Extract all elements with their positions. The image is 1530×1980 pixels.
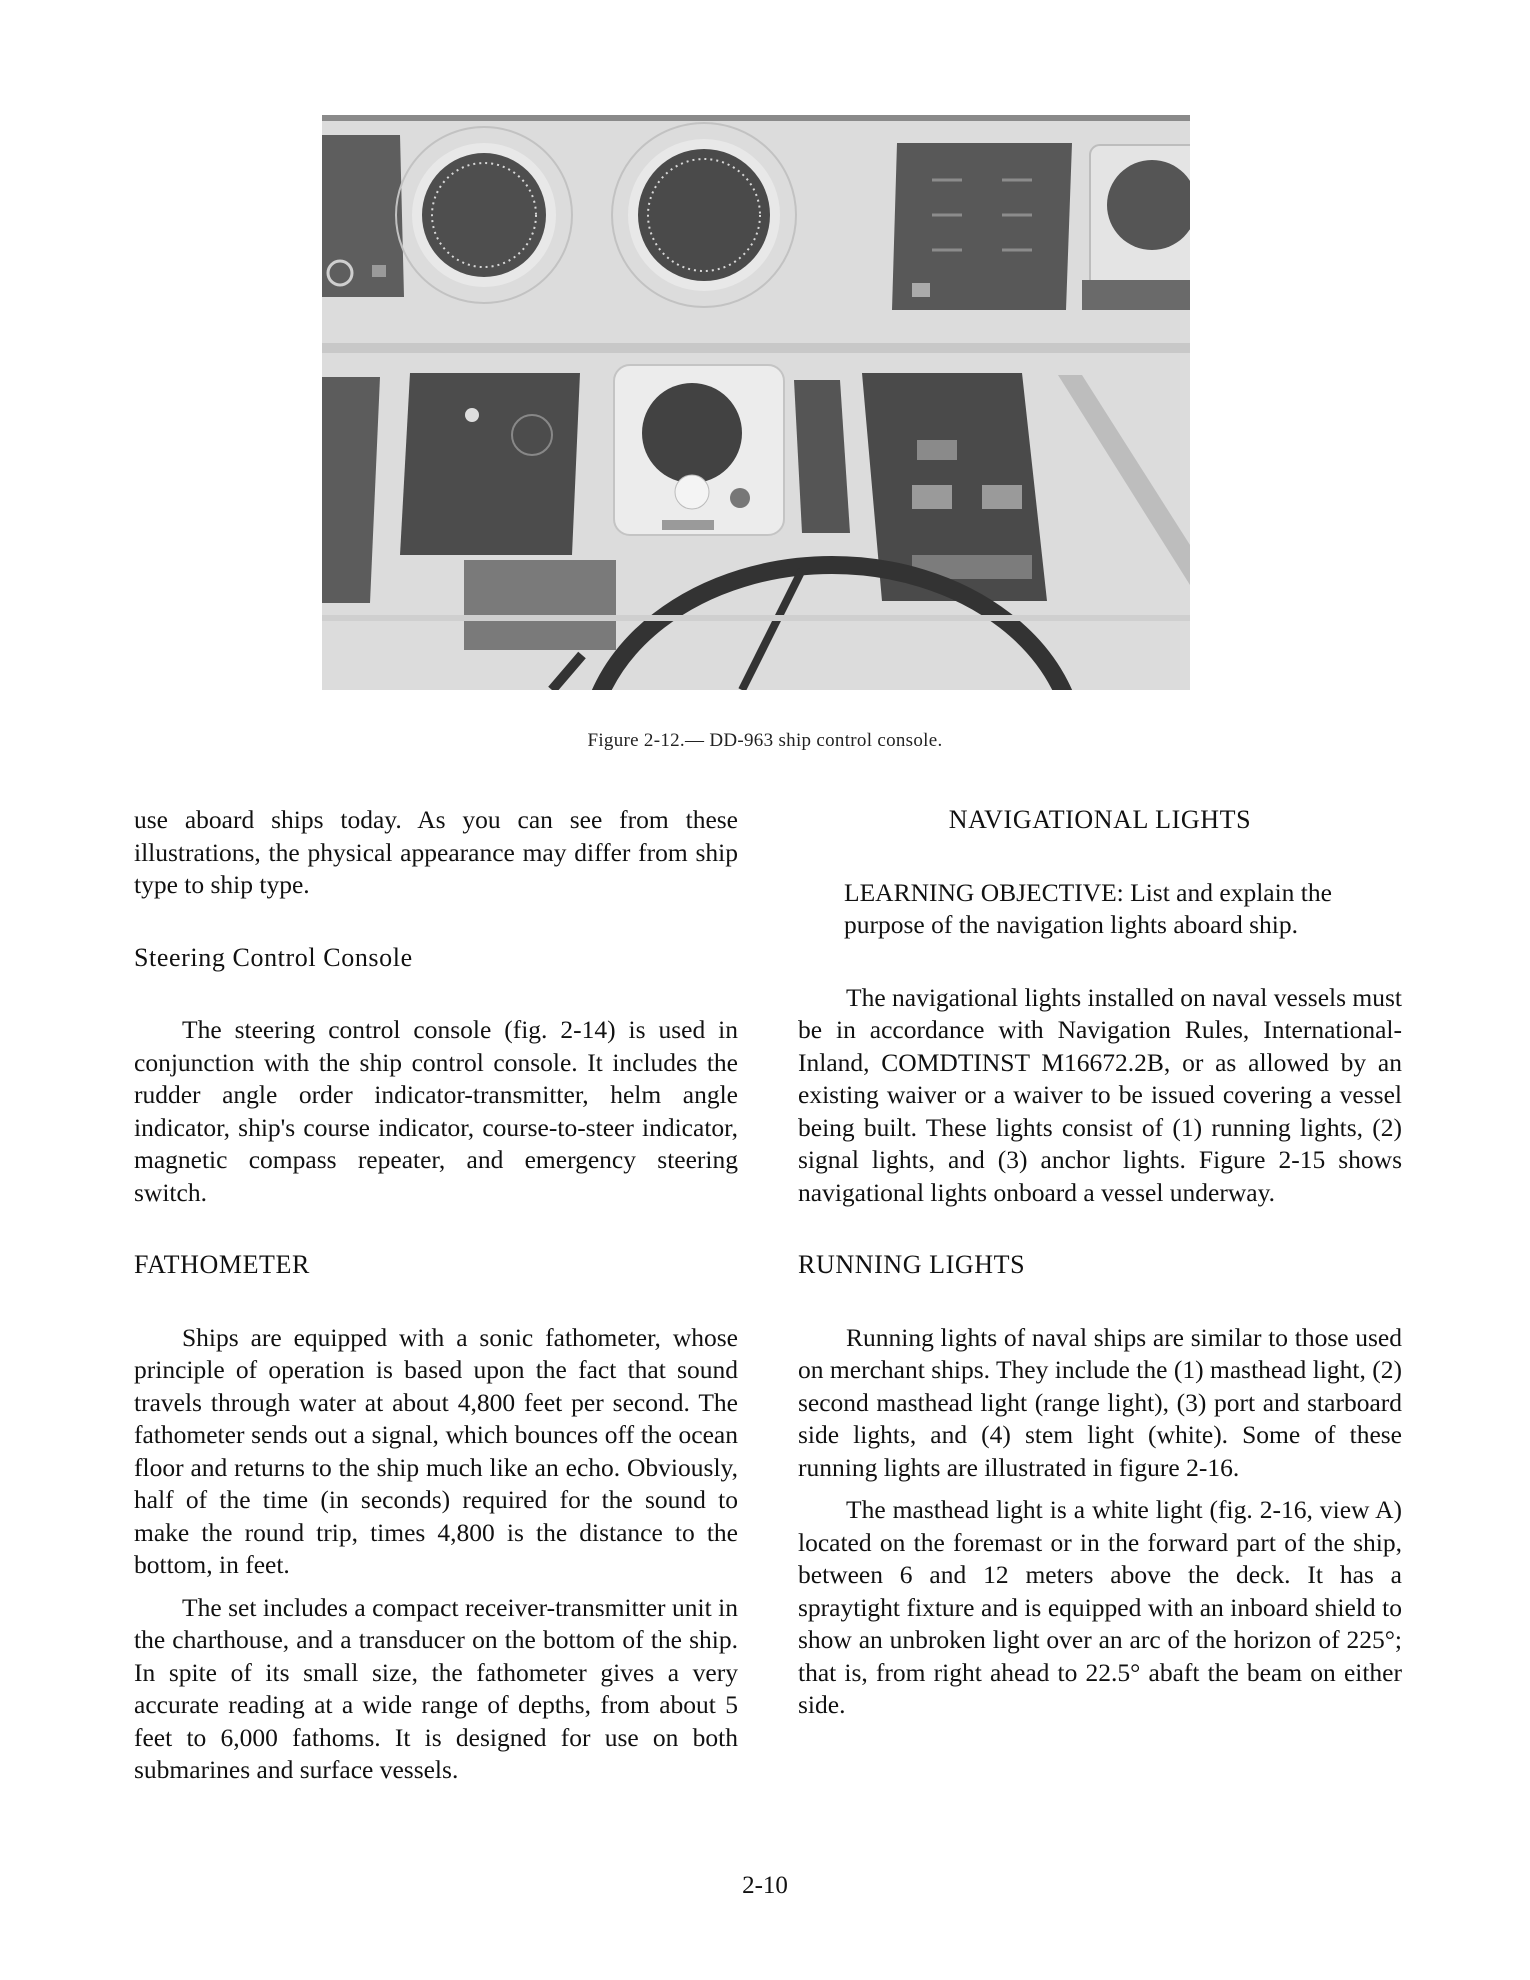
navigational-lights-heading: NAVIGATIONAL LIGHTS <box>948 805 1252 834</box>
running-lights-paragraph: Running lights of naval ships are similar to those used on merchant ships. They include the (1) masthead light, (2) second masthead light (range light), (3) port and starboard side lights, and (4) stem light (white). Some of these running lights are illustrated in figure 2-16. <box>798 1322 1402 1482</box>
navigational-lights-paragraph: The navigational lights installed on naval vessels must be in accordance with Navigation Rules, International-Inland, COMDTINST M16672.2B, or as allowed by an existing waiver or a waiver to be issued covering a vessel being built. These lights consist of (1) running lights, (2) signal lights, and (3) anchor lights. Figure 2-15 shows navigational lights onboard a vessel underway. <box>798 982 1402 1207</box>
masthead-light-paragraph: The masthead light is a white light (fig. 2-16, view A) located on the foremast or in the forward part of the ship, between 6 and 12 meters above the deck. It has a spraytight fixture and is equipped with an inboard shield to show an unbroken light over an arc of the horizon of 225°; that is, from right ahead to 22.5° abaft the beam on either side. <box>798 1495 1402 1719</box>
figure-caption: Figure 2-12.— DD-963 ship control console. <box>587 730 943 751</box>
fathometer-paragraph-1: Ships are equipped with a sonic fathometer, whose principle of operation is based upon the fact that sound travels through water at about 4,800 feet per second. The fathometer sends out a signal, which bounces off the ocean floor and returns to the ship much like an echo. Obviously, half of the time (in seconds) required for the sound to make the round trip, times 4,800 is the distance to the bottom, in feet. <box>134 1322 738 1579</box>
fathometer-paragraph-2: The set includes a compact receiver-transmitter unit in the charthouse, and a transducer on the bottom of the ship. In spite of its small size, the fathometer gives a very accurate reading at a wide range of depths, from about 5 feet to 6,000 fathoms. It is designed for use on both submarines and surface vessels. <box>134 1592 738 1784</box>
fathometer-heading: FATHOMETER <box>134 1250 310 1279</box>
right-column <box>798 804 1402 1722</box>
ship-control-console-illustration <box>322 115 1190 690</box>
left-column <box>134 804 738 1787</box>
figure-photo <box>322 115 1190 690</box>
learning-objective: LEARNING OBJECTIVE: List and explain the purpose of the navigation lights aboard ship. <box>844 877 1332 939</box>
steering-control-paragraph: The steering control console (fig. 2-14) is used in conjunction with the ship control console. It includes the rudder angle order indicator-transmitter, helm angle indicator, ship's course indicator, course-to-steer indicator, magnetic compass repeater, and emergency steering switch. <box>134 1015 738 1207</box>
running-lights-heading: RUNNING LIGHTS <box>798 1250 1026 1279</box>
steering-control-console-heading: Steering Control Console <box>134 942 413 972</box>
page-number: 2-10 <box>742 1872 788 1899</box>
intro-paragraph: use aboard ships today. As you can see from these illustrations, the physical appearance may differ from ship type to ship type. <box>134 805 738 899</box>
